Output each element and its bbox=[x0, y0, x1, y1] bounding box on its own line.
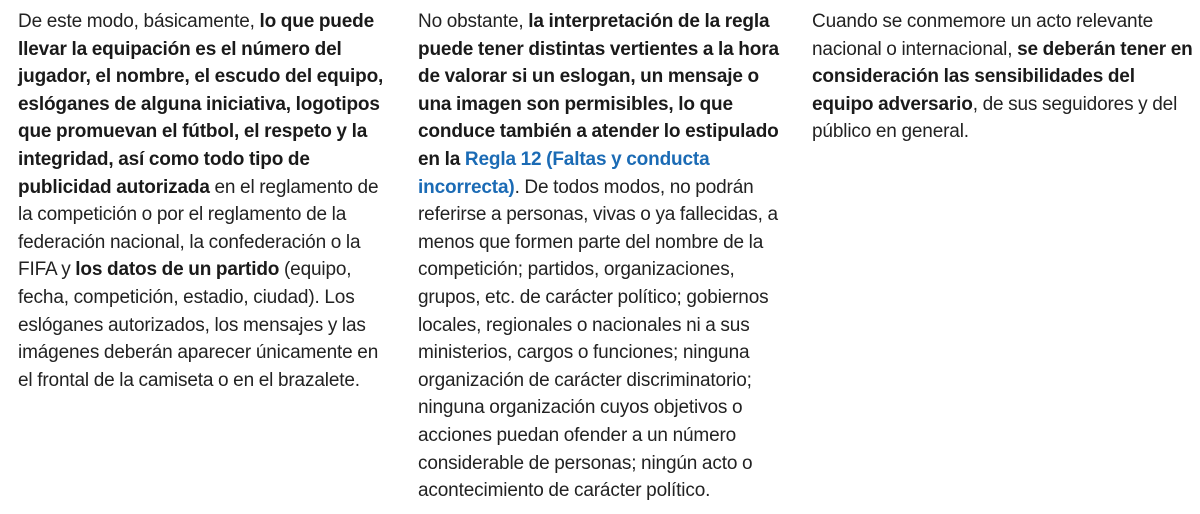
bold-text: se deberán tener en consideración las sensibilidades del equipo adversario bbox=[812, 38, 1193, 115]
text-segment: (equipo, fecha, competición, estadio, ciudad). Los eslóganes autorizados, los mensajes y las imágenes deberán aparecer únicamente en el frontal de la camiseta o en el brazalete. bbox=[18, 259, 379, 391]
paragraph bbox=[18, 8, 396, 394]
text-segment: , de sus seguidores y del público en general. bbox=[812, 93, 1178, 143]
bold-text: la interpretación de la regla puede tener distintas vertientes a la hora de valorar si un eslogan, un mensaje o una imagen son permisibles, lo que conduce también a atender lo estipulado en la bbox=[418, 11, 779, 170]
bold-text: lo que puede llevar la equipación es el número del jugador, el nombre, el escudo del equipo, eslóganes de alguna iniciativa, logotipos que promuevan el fútbol, el respeto y la integridad, así como todo tipo de publicidad autorizada bbox=[18, 11, 384, 198]
text-segment: De este modo, básicamente, bbox=[18, 11, 260, 32]
paragraph bbox=[812, 8, 1196, 146]
text-segment: Cuando se conmemore un acto relevante nacional o internacional, bbox=[812, 11, 1153, 60]
paragraph bbox=[418, 8, 794, 505]
text-segment: en el reglamento de la competición o por el reglamento de la federación nacional, la confederación o la FIFA y bbox=[18, 176, 379, 281]
text-column-2 bbox=[418, 8, 794, 505]
text-column-1 bbox=[18, 8, 396, 394]
regla-12-link[interactable]: Regla 12 (Faltas y conducta incorrecta) bbox=[418, 148, 710, 198]
text-segment: No obstante, bbox=[418, 11, 529, 32]
text-segment: . De todos modos, no podrán referirse a personas, vivas o ya fallecidas, a menos que formen parte del nombre de la competición; partidos, organizaciones, grupos, etc. de carácter político; gobiernos locales, regionales o nacionales ni a sus ministerios, cargos o funciones; ninguna organización de carácter discriminatorio; ninguna organización cuyos objetivos o acciones puedan ofender a un número considerable de personas; ningún acto o acontecimiento de carácter político. bbox=[418, 176, 778, 502]
bold-text: los datos de un partido bbox=[75, 259, 280, 281]
text-column-3 bbox=[812, 8, 1196, 146]
